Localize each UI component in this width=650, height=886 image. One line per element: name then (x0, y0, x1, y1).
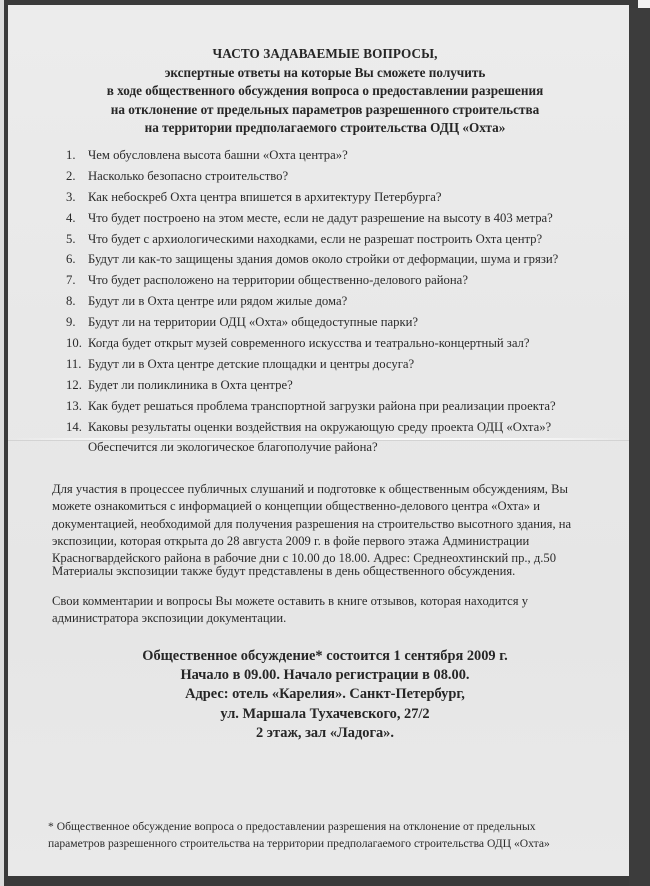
event-date-line: Общественное обсуждение* состоится 1 сентября 2009 г. (142, 648, 508, 664)
faq-question (66, 396, 606, 417)
question-number: 7. (66, 273, 76, 288)
question-number: 8. (66, 294, 76, 309)
info-paragraph-line: экспозиции, которая открыта до 28 августа 2009 г. в фойе первого этажа Администрации (52, 533, 530, 548)
faq-question (66, 270, 606, 291)
faq-question (66, 417, 606, 438)
question-text: Как небоскреб Охта центра впишется в архитектуру Петербурга? (88, 189, 442, 204)
event-address-line: Адрес: отель «Карелия». Санкт-Петербург, (185, 686, 465, 703)
question-text: Будут ли в Охта центре или рядом жилые дома? (88, 294, 348, 309)
footnote-line: параметров разрешенного строительства на территории предполагаемого строительства ОДЦ «Охта» (48, 837, 550, 850)
leaflet-subtitle-line: на отклонение от предельных параметров разрешенного строительства (110, 101, 540, 117)
info-paragraph (52, 481, 612, 567)
leaflet-subtitle-line: на территории предполагаемого строительства ОДЦ «Охта» (144, 120, 506, 135)
faq-question-list (66, 145, 606, 458)
leaflet-subtitle-line: экспертные ответы на которые Вы сможете получить (164, 64, 486, 80)
question-text: Будет ли поликлиника в Охта центре? (88, 377, 293, 392)
faq-question-continuation: Обеспечится ли экологическое благополучие района? (88, 440, 378, 455)
question-number: 11. (66, 356, 82, 371)
question-number: 6. (66, 252, 76, 267)
faq-question (66, 208, 606, 229)
comments-paragraph-line: Свои комментарии и вопросы Вы можете оставить в книге отзывов, которая находится у (52, 594, 529, 608)
faq-question (66, 166, 606, 187)
scan-right-shadow (629, 8, 650, 886)
faq-question (66, 187, 606, 208)
info-paragraph-line: Для участия в процессее публичных слушаний и подготовке к общественным обсуждениям, Вы (52, 482, 568, 496)
leaflet-title: ЧАСТО ЗАДАВАЕМЫЕ ВОПРОСЫ, (212, 46, 438, 61)
question-text: Что будет расположено на территории общественно-делового района? (88, 273, 468, 288)
question-text: Чем обусловлена высота башни «Охта центра»? (88, 148, 348, 162)
event-announcement (0, 647, 650, 743)
question-number: 3. (66, 189, 76, 204)
question-text: Насколько безопасно строительство? (88, 168, 289, 183)
info-paragraph-line: документацией, необходимой для получения разрешения на строительство высотного здания, на (52, 516, 572, 531)
info-paragraph-line: Красногвардейского района в рабочие дни с 10.00 до 18.00. Адрес: Среднеохтинский пр., д.50 (52, 551, 557, 566)
faq-question (66, 333, 606, 354)
question-text: Будут ли в Охта центре детские площадки и центры досуга? (88, 356, 415, 371)
leaflet-subtitle-line: в ходе общественного обсуждения вопроса о предоставлении разрешения (106, 83, 544, 98)
faq-question (66, 375, 606, 396)
comments-paragraph-line: администратора экспозиции документации. (52, 611, 287, 626)
comments-paragraph (52, 593, 612, 628)
footnote (48, 818, 608, 852)
question-text: Когда будет открыт музей современного искусства и театрально-концертный зал? (88, 336, 530, 351)
footnote-line: * Общественное обсуждение вопроса о предоставлении разрешения на отклонение от предельных (48, 820, 536, 833)
faq-question (66, 229, 606, 250)
question-text: Будут ли как-то защищены здания домов около стройки от деформации, шума и грязи? (88, 252, 559, 267)
info-paragraph-line: можете ознакомиться с информацией о концепции общественно-делового центра «Охта» и (52, 499, 540, 514)
question-number: 5. (66, 231, 76, 246)
question-text: Как будет решаться проблема транспортной загрузки района при реализации проекта? (88, 398, 556, 413)
question-text: Каковы результаты оценки воздействия на окружающую среду проекта ОДЦ «Охта»? (88, 419, 552, 434)
materials-paragraph (52, 563, 612, 580)
event-street-line: ул. Маршала Тухачевского, 27/2 (220, 705, 430, 722)
materials-paragraph-line: Материалы экспозиции также будут представлены в день общественного обсуждения. (52, 564, 516, 578)
question-number: 14. (66, 419, 82, 434)
faq-question (66, 291, 606, 312)
faq-question (66, 249, 606, 270)
faq-question (66, 354, 606, 375)
question-text: Что будет построено на этом месте, если не дадут разрешение на высоту в 403 метра? (88, 210, 553, 225)
event-room-line: 2 этаж, зал «Ладога». (256, 724, 394, 741)
question-text: Будут ли на территории ОДЦ «Охта» общедоступные парки? (88, 315, 419, 330)
leaflet-header (0, 45, 650, 138)
question-number: 2. (66, 168, 76, 183)
question-number: 1. (66, 148, 76, 162)
question-number: 10. (66, 336, 82, 351)
question-number: 9. (66, 315, 76, 330)
question-number: 13. (66, 398, 82, 413)
question-text: Что будет с архиологическими находками, если не разрешат построить Охта центр? (88, 231, 543, 246)
faq-question (66, 312, 606, 333)
question-number: 12. (66, 377, 82, 392)
event-time-line: Начало в 09.00. Начало регистрации в 08.00. (180, 667, 470, 684)
faq-question (66, 145, 606, 166)
question-number: 4. (66, 210, 76, 225)
